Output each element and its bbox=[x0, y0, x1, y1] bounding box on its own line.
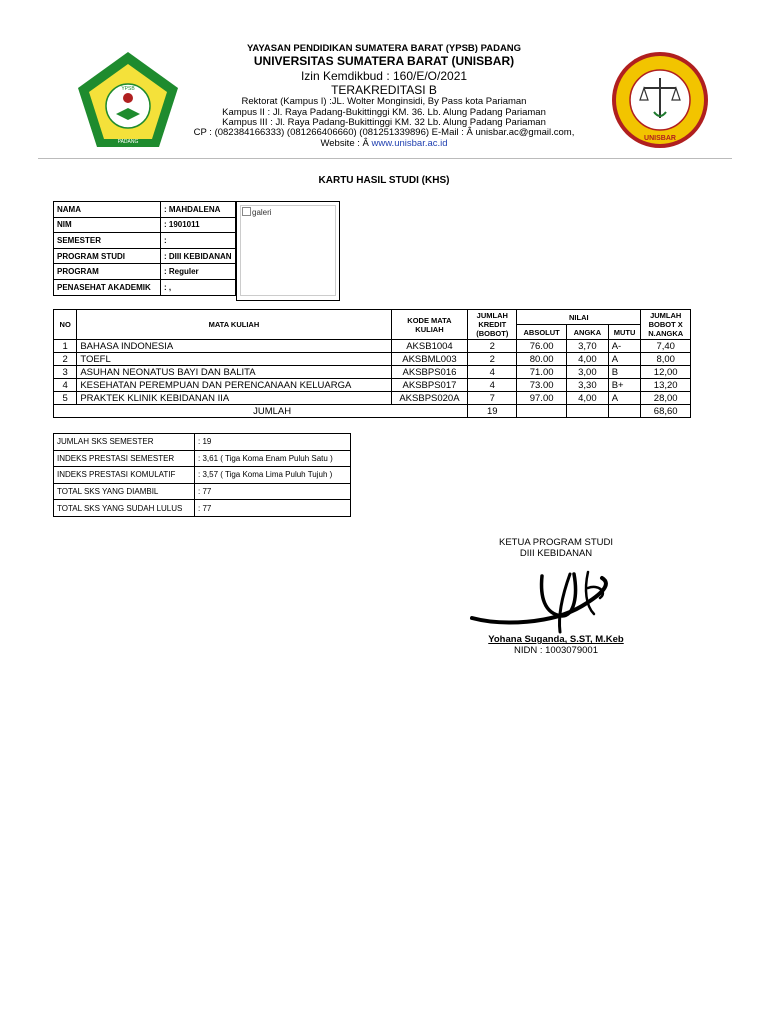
handwritten-signature bbox=[462, 566, 652, 634]
col-grade: NILAI bbox=[517, 310, 641, 325]
summary-row bbox=[54, 434, 351, 451]
course-number-grade: 3,00 bbox=[567, 366, 609, 379]
website-link[interactable]: www.unisbar.ac.id bbox=[371, 138, 448, 149]
course-letter-grade: B bbox=[608, 366, 641, 379]
university-name: UNIVERSITAS SUMATERA BARAT (UNISBAR) bbox=[253, 54, 515, 68]
header-divider bbox=[38, 158, 732, 159]
summary-value: : 77 bbox=[195, 500, 351, 517]
col-weight: JUMLAH BOBOT X N.ANGKA bbox=[641, 310, 691, 340]
course-weight: 28,00 bbox=[641, 392, 691, 405]
summary-label: TOTAL SKS YANG SUDAH LULUS bbox=[54, 500, 195, 517]
summary-label: TOTAL SKS YANG DIAMBIL bbox=[54, 483, 195, 500]
total-label bbox=[77, 405, 468, 418]
student-label: NAMA bbox=[54, 202, 161, 218]
col-code: KODE MATA KULIAH bbox=[391, 310, 468, 340]
total-weight: 68,60 bbox=[641, 405, 691, 418]
total-row bbox=[54, 405, 691, 418]
summary-value: : 77 bbox=[195, 483, 351, 500]
student-label: NIM bbox=[54, 217, 161, 233]
course-credit: 4 bbox=[468, 366, 517, 379]
course-absolute: 76.00 bbox=[517, 340, 567, 353]
contact-info: CP : (082384166333) (081266406660) (081251339896) E-Mail : Â unisbar.ac@gmail.com, bbox=[193, 127, 575, 138]
summary-value: : 3,57 ( Tiga Koma Lima Puluh Tujuh ) bbox=[195, 467, 351, 484]
course-credit: 2 bbox=[468, 353, 517, 366]
student-row bbox=[54, 233, 236, 249]
student-row bbox=[54, 279, 236, 295]
student-label: SEMESTER bbox=[54, 233, 161, 249]
summary-label: JUMLAH SKS SEMESTER bbox=[54, 434, 195, 451]
course-row bbox=[54, 392, 691, 405]
course-row bbox=[54, 366, 691, 379]
foundation-name: YAYASAN PENDIDIKAN SUMATERA BARAT (YPSB) PADANG bbox=[246, 43, 522, 54]
course-credit: 2 bbox=[468, 340, 517, 353]
course-number-grade: 4,00 bbox=[567, 392, 609, 405]
student-row bbox=[54, 202, 236, 218]
student-value: : Reguler bbox=[161, 264, 236, 280]
rectorate-address: Rektorat (Kampus I) :JL. Wolter Monginsidi, By Pass kota Pariaman bbox=[241, 96, 527, 107]
course-name: TOEFL bbox=[77, 353, 391, 366]
total-empty bbox=[608, 405, 641, 418]
ypsb-logo-bottom: PADANG bbox=[117, 139, 139, 145]
course-code: AKSBPS016 bbox=[391, 366, 468, 379]
col-quality: MUTU bbox=[608, 325, 641, 340]
total-empty bbox=[567, 405, 609, 418]
course-absolute: 71.00 bbox=[517, 366, 567, 379]
course-no: 1 bbox=[54, 340, 77, 353]
course-number-grade: 4,00 bbox=[567, 353, 609, 366]
ypsb-logo-inner: YPSB bbox=[121, 86, 135, 92]
signatory-position: KETUA PROGRAM STUDI bbox=[498, 537, 613, 548]
course-no: 2 bbox=[54, 353, 77, 366]
course-row bbox=[54, 353, 691, 366]
summary-value: : 3,61 ( Tiga Koma Enam Puluh Satu ) bbox=[195, 450, 351, 467]
course-letter-grade: A- bbox=[608, 340, 641, 353]
course-letter-grade: B+ bbox=[608, 379, 641, 392]
permit-number: Izin Kemdikbud : 160/E/O/2021 bbox=[300, 69, 468, 83]
course-code: AKSBPS020A bbox=[391, 392, 468, 405]
student-value: : , bbox=[161, 279, 236, 295]
photo-alt-text: galeri bbox=[252, 208, 272, 217]
total-empty bbox=[517, 405, 567, 418]
course-absolute: 97.00 bbox=[517, 392, 567, 405]
summary-row bbox=[54, 483, 351, 500]
total-label-text: JUMLAH bbox=[253, 405, 292, 417]
campus3-address: Kampus III : Jl. Raya Padang-Bukittinggi KM. 32 Lb. Alung Padang Pariaman bbox=[222, 117, 546, 128]
website-label: Website : Â bbox=[320, 138, 369, 149]
signatory-department: DIII KEBIDANAN bbox=[519, 548, 593, 559]
course-absolute: 80.00 bbox=[517, 353, 567, 366]
signatory-name: Yohana Suganda, S.ST, M.Keb bbox=[488, 634, 624, 645]
course-credit: 4 bbox=[468, 379, 517, 392]
course-code: AKSBPS017 bbox=[391, 379, 468, 392]
col-absolute: ABSOLUT bbox=[517, 325, 567, 340]
student-photo-frame bbox=[236, 201, 340, 301]
course-weight: 12,00 bbox=[641, 366, 691, 379]
course-name: ASUHAN NEONATUS BAYI DAN BALITA bbox=[77, 366, 391, 379]
course-row bbox=[54, 340, 691, 353]
col-no: NO bbox=[54, 310, 77, 340]
course-weight: 8,00 bbox=[641, 353, 691, 366]
summary-table bbox=[53, 433, 351, 517]
course-absolute: 73.00 bbox=[517, 379, 567, 392]
student-value: : 1901011 bbox=[161, 217, 236, 233]
student-value: : bbox=[161, 233, 236, 249]
student-info-table bbox=[53, 201, 236, 296]
course-weight: 7,40 bbox=[641, 340, 691, 353]
course-no: 3 bbox=[54, 366, 77, 379]
header-row bbox=[54, 310, 691, 325]
unisbar-logo-bottom: UNISBAR bbox=[644, 135, 676, 142]
course-number-grade: 3,30 bbox=[567, 379, 609, 392]
total-credit: 19 bbox=[468, 405, 517, 418]
course-row bbox=[54, 379, 691, 392]
summary-row bbox=[54, 500, 351, 517]
course-name: KESEHATAN PEREMPUAN DAN PERENCANAAN KELUARGA bbox=[77, 379, 391, 392]
course-letter-grade: A bbox=[608, 392, 641, 405]
course-number-grade: 3,70 bbox=[567, 340, 609, 353]
broken-image-icon bbox=[242, 207, 251, 216]
student-value: : MAHDALENA bbox=[161, 202, 236, 218]
signatory-nidn: NIDN : 1003079001 bbox=[514, 645, 598, 656]
summary-row bbox=[54, 467, 351, 484]
student-label: PROGRAM STUDI bbox=[54, 248, 161, 264]
student-row bbox=[54, 248, 236, 264]
summary-value: : 19 bbox=[195, 434, 351, 451]
col-number: ANGKA bbox=[567, 325, 609, 340]
course-letter-grade: A bbox=[608, 353, 641, 366]
accreditation: TERAKREDITASI B bbox=[331, 83, 437, 97]
student-label: PROGRAM bbox=[54, 264, 161, 280]
student-row bbox=[54, 217, 236, 233]
course-code: AKSB1004 bbox=[391, 340, 468, 353]
course-no: 5 bbox=[54, 392, 77, 405]
col-course: MATA KULIAH bbox=[77, 310, 391, 340]
page-title: KARTU HASIL STUDI (KHS) bbox=[318, 175, 450, 186]
course-weight: 13,20 bbox=[641, 379, 691, 392]
summary-row bbox=[54, 450, 351, 467]
summary-label: INDEKS PRESTASI KOMULATIF bbox=[54, 467, 195, 484]
col-credit: JUMLAH KREDIT (BOBOT) bbox=[468, 310, 517, 340]
course-no: 4 bbox=[54, 379, 77, 392]
courses-table bbox=[53, 309, 691, 418]
student-photo bbox=[240, 205, 336, 296]
student-row bbox=[54, 264, 236, 280]
student-label: PENASEHAT AKADEMIK bbox=[54, 279, 161, 295]
website-line bbox=[0, 138, 768, 149]
course-credit: 7 bbox=[468, 392, 517, 405]
total-spacer bbox=[54, 405, 77, 418]
student-value: : DIII KEBIDANAN bbox=[161, 248, 236, 264]
course-name: PRAKTEK KLINIK KEBIDANAN IIA bbox=[77, 392, 391, 405]
course-name: BAHASA INDONESIA bbox=[77, 340, 391, 353]
campus2-address: Kampus II : Jl. Raya Padang-Bukittinggi KM. 36. Lb. Alung Padang Pariaman bbox=[222, 107, 546, 118]
course-code: AKSBML003 bbox=[391, 353, 468, 366]
summary-label: INDEKS PRESTASI SEMESTER bbox=[54, 450, 195, 467]
